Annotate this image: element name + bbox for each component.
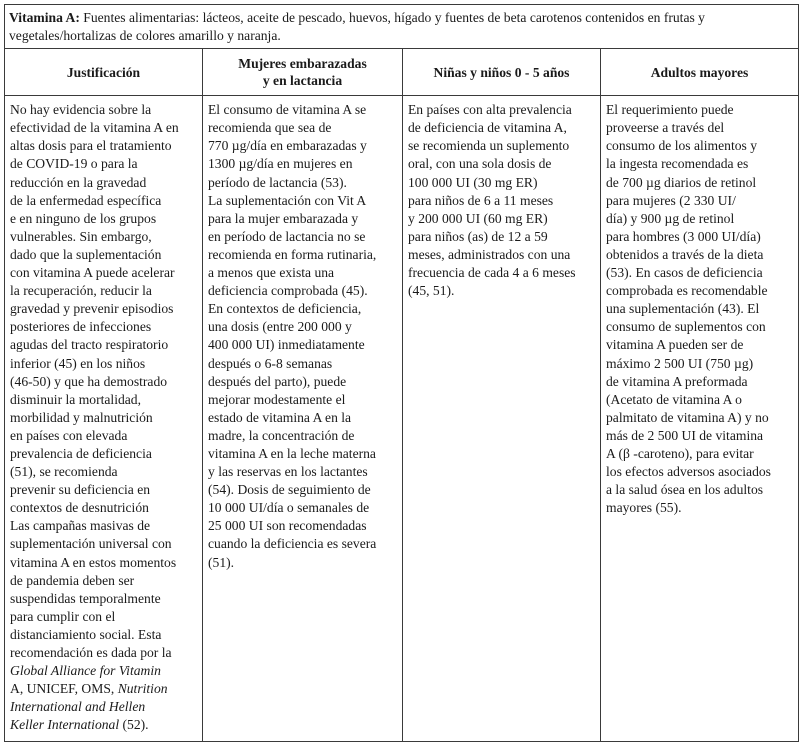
text-line: los efectos adversos asociados (606, 464, 771, 480)
text-line: Las campañas masivas de (10, 518, 151, 534)
text-line: prevenir su deficiencia en (10, 482, 151, 498)
text-line: altas dosis para el tratamiento (10, 138, 172, 154)
text-line: deficiencia comprobada (45). (208, 283, 368, 299)
text-line: para niños (as) de 12 a 59 (408, 228, 548, 244)
text-line: recomienda que sea de (208, 120, 332, 136)
text-line: vitamina A pueden ser de (606, 337, 744, 353)
text-line: meses, administrados con una (408, 246, 571, 262)
text-line: cuando la deficiencia es severa (208, 536, 377, 552)
header-adultos: Adultos mayores (601, 49, 799, 96)
text-line: palmitato de vitamina A) y no (606, 409, 769, 425)
body-row (5, 96, 799, 742)
text-line: de la enfermedad específica (10, 192, 162, 208)
text-line: disminuir la mortalidad, (10, 391, 142, 407)
text-line: la recuperación, reducir la (10, 283, 152, 299)
text-line: 770 µg/día en embarazadas y (208, 138, 367, 154)
text-line: agudas del tracto respiratorio (10, 337, 169, 353)
text-line: A, UNICEF, OMS, Nutrition (10, 681, 168, 697)
text-line: frecuencia de cada 4 a 6 meses (408, 265, 576, 281)
table-caption (5, 5, 799, 49)
cell-justificacion (5, 96, 203, 742)
text-line: (Acetato de vitamina A o (606, 391, 742, 407)
text-line: (54). Dosis de seguimiento de (208, 482, 371, 498)
text-line: en países con elevada (10, 427, 128, 443)
text-line: y 200 000 UI (60 mg ER) (408, 210, 548, 226)
text-line: madre, la concentración de (208, 427, 355, 443)
text-line: para hombres (3 000 UI/día) (606, 228, 761, 244)
header-row (5, 49, 799, 96)
text-line: morbilidad y malnutrición (10, 409, 153, 425)
caption-label: Vitamina A: (9, 10, 80, 25)
text-line: una dosis (entre 200 000 y (208, 319, 352, 335)
text-line: (46-50) y que ha demostrado (10, 373, 168, 389)
text-line: dado que la suplementación (10, 246, 162, 262)
text-line: la ingesta recomendada es (606, 156, 749, 172)
text-line: En países con alta prevalencia (408, 102, 572, 118)
caption-text-2: vegetales/hortalizas de colores amarillo y naranja. (9, 28, 281, 44)
text-line: Keller International (52). (10, 717, 149, 733)
cell-mujeres (203, 96, 403, 742)
text-line: a menos que exista una (208, 265, 335, 281)
text-line: de vitamina A preformada (606, 373, 748, 389)
text-line: 1300 µg/día en mujeres en (208, 156, 353, 172)
text-line: e en ninguno de los grupos (10, 210, 157, 226)
text-line: se recomienda un suplemento (408, 138, 570, 154)
header-mujeres: Mujeres embarazadas y en lactancia (203, 49, 403, 96)
text-line: más de 2 500 UI de vitamina (606, 427, 764, 443)
text-line: reducción en la gravedad (10, 174, 147, 190)
caption-text-1: Fuentes alimentarias: lácteos, aceite de pescado, huevos, hígado y fuentes de beta carotenos contenidos en frutas y (79, 10, 705, 25)
text-line: recomendación es dada por la (10, 645, 172, 660)
text-line: vitamina A en la leche materna (208, 445, 376, 461)
text-line: En contextos de deficiencia, (208, 301, 362, 317)
text-line: suplementación universal con (10, 536, 172, 552)
text-line: International and Hellen (10, 699, 146, 715)
text-line: para cumplir con el (10, 608, 116, 624)
text-line: 25 000 UI son recomendadas (208, 518, 367, 534)
text-line: máximo 2 500 UI (750 µg) (606, 355, 754, 371)
cell-ninos (403, 96, 601, 742)
text-line: (53). En casos de deficiencia (606, 265, 763, 281)
text-line: para la mujer embarazada y (208, 210, 359, 226)
text-line: una suplementación (43). El (606, 301, 760, 317)
text-line: proveerse a través del (606, 120, 725, 136)
text-line: (51). (208, 554, 235, 570)
text-line: No hay evidencia sobre la (10, 102, 152, 118)
text-line: consumo de los alimentos y (606, 138, 758, 154)
text-line: (51), se recomienda (10, 464, 118, 480)
text-line: obtenidos a través de la dieta (606, 246, 764, 262)
text-line: de 700 µg diarios de retinol (606, 174, 757, 190)
text-line: 400 000 UI) inmediatamente (208, 337, 365, 353)
text-line: contextos de desnutrición (10, 500, 149, 516)
text-line: efectividad de la vitamina A en (10, 120, 179, 136)
text-line: oral, con una sola dosis de (408, 156, 552, 172)
text-line: La suplementación con Vit A (208, 192, 367, 208)
text-line: suspendidas temporalmente (10, 590, 161, 606)
text-line: Global Alliance for Vitamin (10, 663, 161, 679)
text-line: a la salud ósea en los adultos (606, 482, 764, 498)
text-line: de COVID-19 o para la (10, 156, 138, 172)
text-line: estado de vitamina A en la (208, 409, 352, 425)
text-line: posteriores de infecciones (10, 319, 152, 335)
text-line: después del parto), puede (208, 373, 347, 389)
header-ninos: Niñas y niños 0 - 5 años (403, 49, 601, 96)
text-line: prevalencia de deficiencia (10, 445, 152, 461)
text-line: vulnerables. Sin embargo, (10, 228, 152, 244)
text-line: (45, 51). (408, 283, 455, 299)
text-line: El requerimiento puede (606, 102, 734, 118)
text-line: después o 6-8 semanas (208, 355, 333, 371)
text-line: en período de lactancia no se (208, 228, 366, 244)
text-line: para niños de 6 a 11 meses (408, 192, 554, 208)
text-line: consumo de suplementos con (606, 319, 766, 335)
text-line: con vitamina A puede acelerar (10, 265, 175, 281)
vitamin-a-table (4, 4, 799, 742)
text-line: comprobada es recomendable (606, 283, 768, 299)
text-line: de deficiencia de vitamina A, (408, 120, 567, 136)
text-line: día) y 900 µg de retinol (606, 210, 735, 226)
text-line: período de lactancia (53). (208, 174, 347, 190)
text-line: inferior (45) en los niños (10, 355, 146, 371)
text-line: vitamina A en estos momentos (10, 554, 177, 570)
text-line: A (β -caroteno), para evitar (606, 445, 754, 461)
text-line: 10 000 UI/día o semanales de (208, 500, 370, 516)
cell-adultos (601, 96, 799, 742)
text-line: El consumo de vitamina A se (208, 102, 367, 118)
text-line: mayores (55). (606, 500, 682, 516)
text-line: 100 000 UI (30 mg ER) (408, 174, 538, 190)
text-line: y las reservas en los lactantes (208, 464, 368, 480)
caption-row (5, 5, 799, 49)
text-line: de pandemia deben ser (10, 572, 135, 588)
header-justificacion: Justificación (5, 49, 203, 96)
text-line: para mujeres (2 330 UI/ (606, 192, 736, 208)
text-line: mejorar modestamente el (208, 391, 346, 407)
text-line: recomienda en forma rutinaria, (208, 246, 377, 262)
text-line: distanciamiento social. Esta (10, 626, 162, 642)
text-line: gravedad y prevenir episodios (10, 301, 174, 317)
